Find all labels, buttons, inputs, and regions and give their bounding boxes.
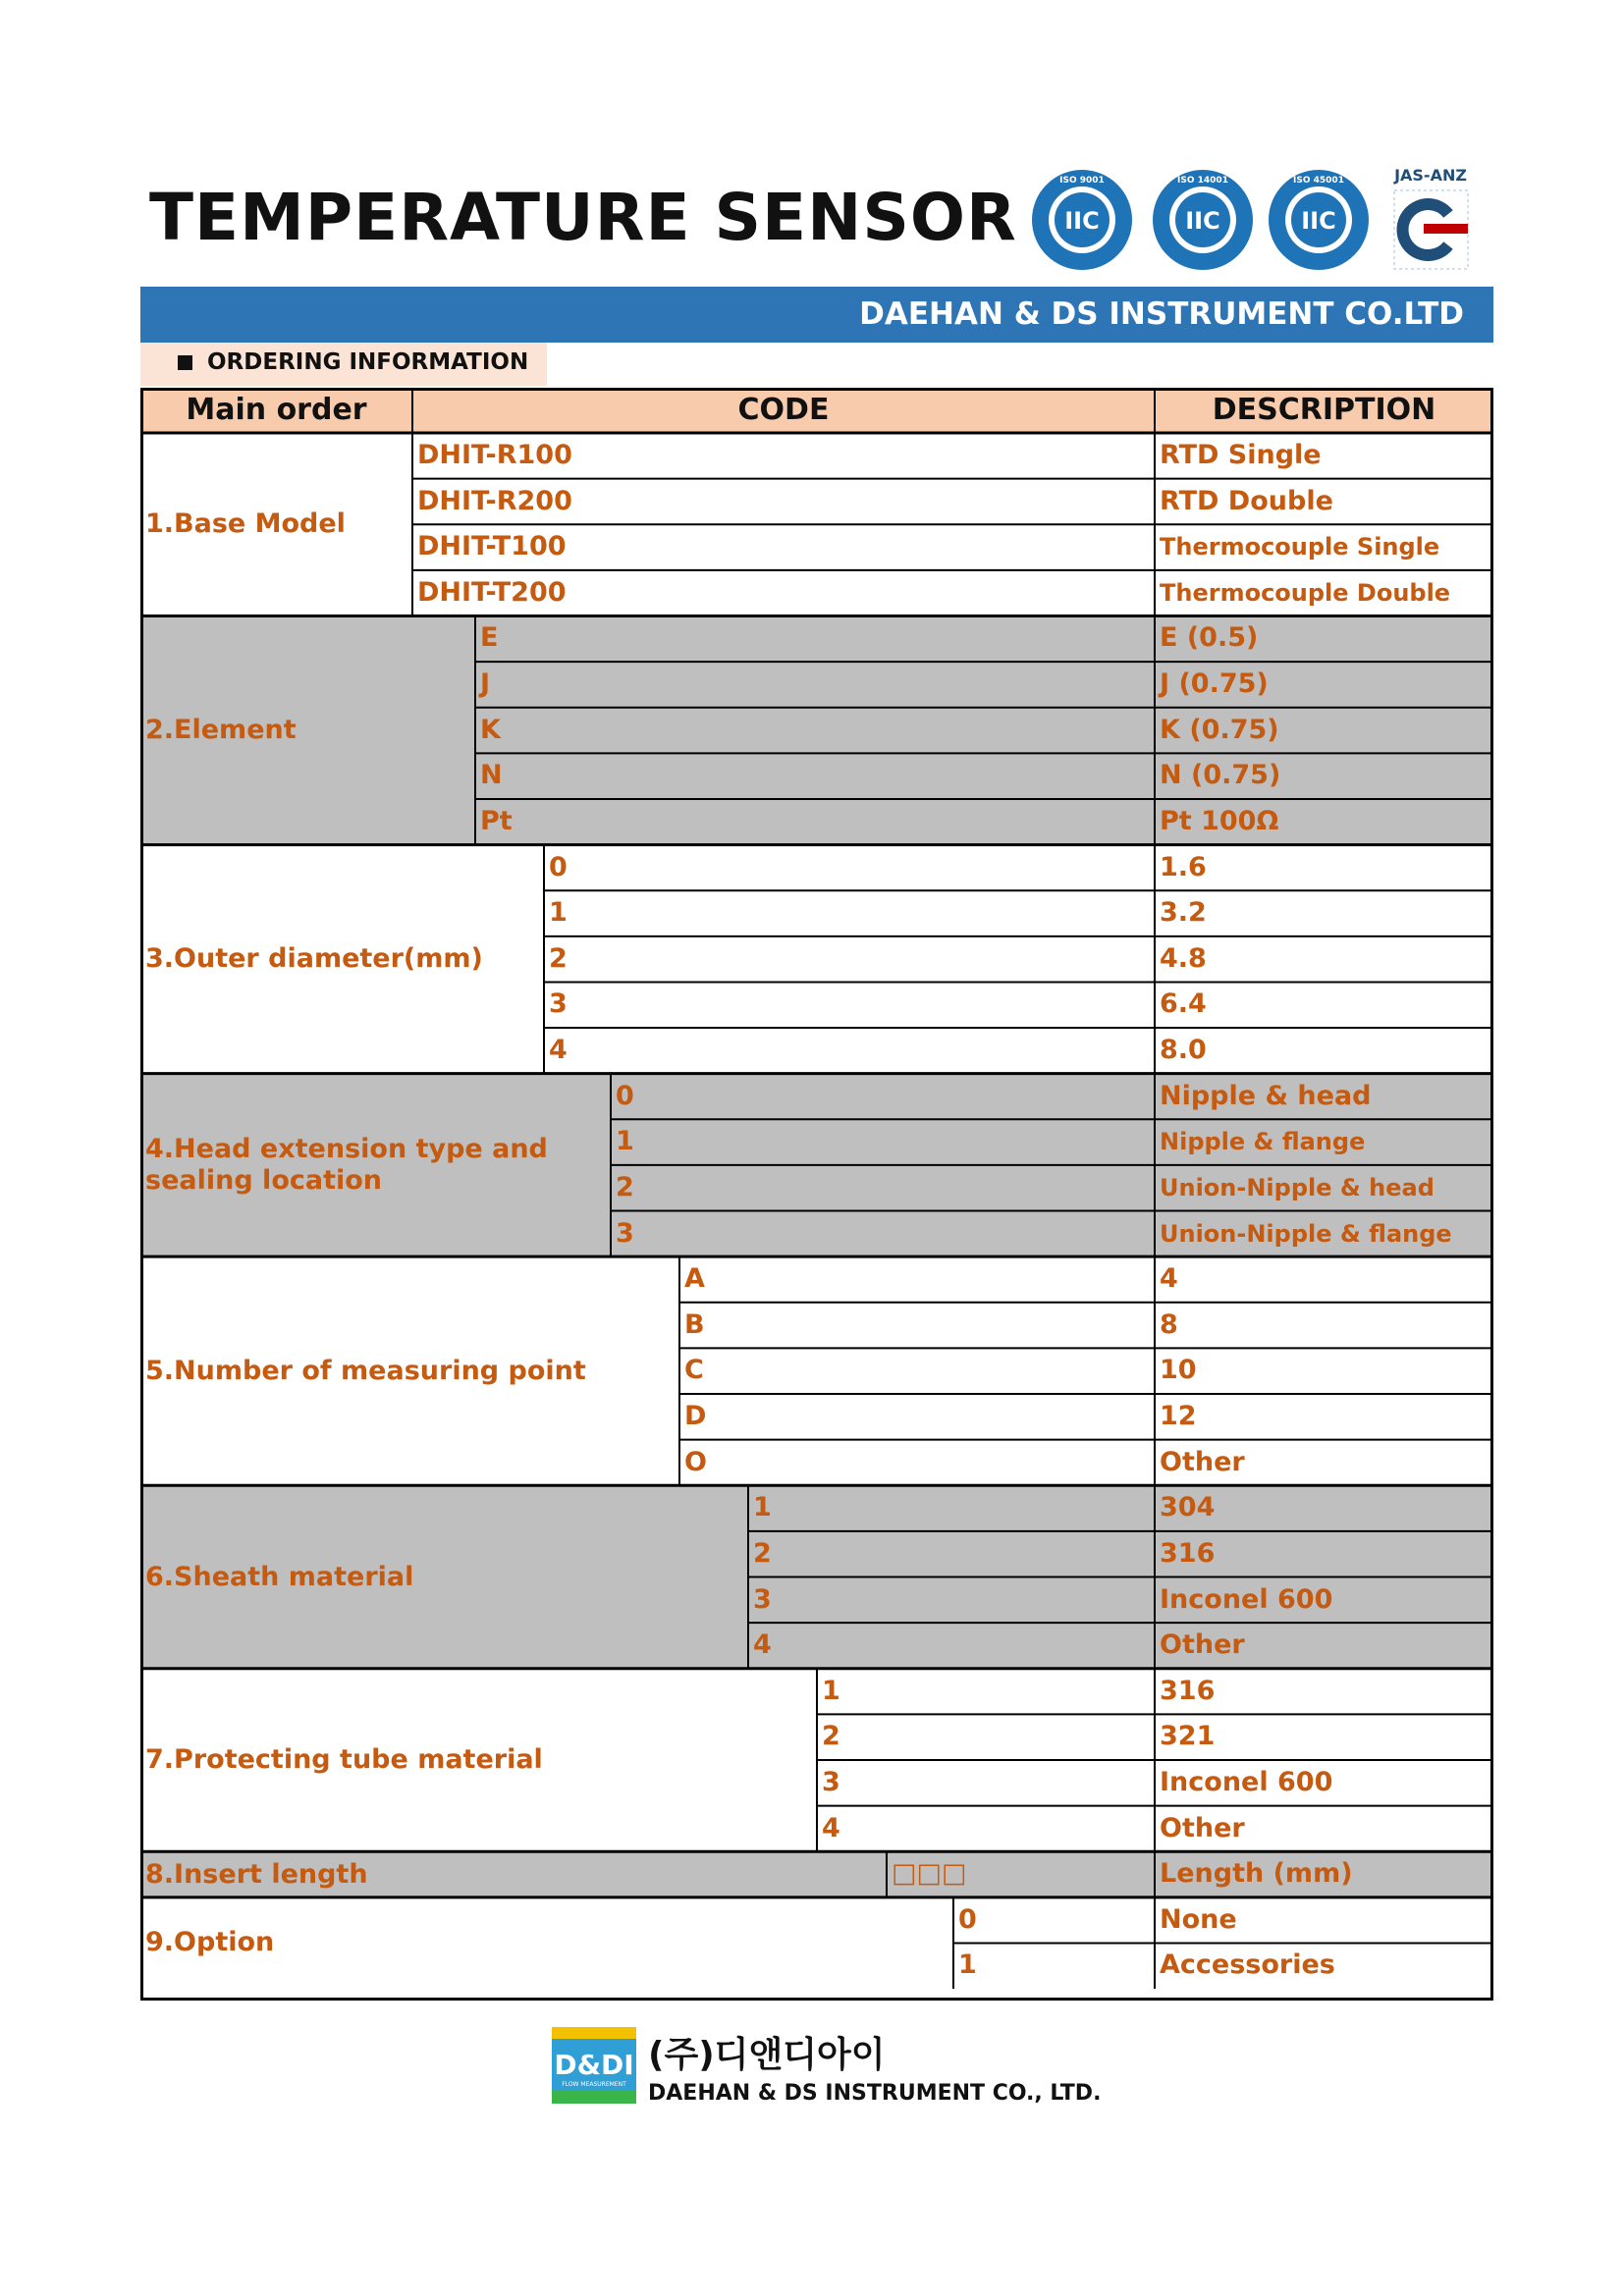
description-cell: None [1160, 1903, 1237, 1935]
code-cell: 3 [822, 1766, 840, 1797]
page-title: TEMPERATURE SENSOR [149, 180, 1017, 255]
svg-text:JAS-ANZ: JAS-ANZ [1394, 166, 1467, 185]
svg-text:IIC: IIC [1185, 207, 1220, 235]
header-main-order: Main order [186, 393, 367, 427]
code-cell: 2 [616, 1171, 634, 1202]
description-cell: RTD Double [1160, 485, 1333, 516]
code-cell: K [480, 714, 501, 745]
description-cell: K (0.75) [1160, 714, 1279, 745]
code-cell: 3 [753, 1583, 772, 1615]
ordering-info-tab [140, 343, 547, 386]
code-cell: DHIT-T100 [417, 531, 567, 562]
svg-text:ISO 45001: ISO 45001 [1293, 176, 1344, 186]
description-cell: Length (mm) [1160, 1858, 1353, 1890]
description-cell: Other [1160, 1629, 1245, 1661]
description-cell: 316 [1160, 1675, 1216, 1706]
code-cell: 2 [822, 1721, 840, 1752]
description-cell: 4.8 [1160, 942, 1207, 974]
code-cell: E [480, 622, 499, 654]
description-cell: Inconel 600 [1160, 1583, 1333, 1615]
company-banner [140, 287, 1493, 343]
description-cell: Inconel 600 [1160, 1766, 1333, 1797]
ordering-table [140, 388, 1493, 2001]
header-code: CODE [737, 393, 830, 427]
iso-45001-badge-icon [1269, 170, 1369, 270]
code-cell: B [684, 1308, 705, 1340]
description-cell: RTD Single [1160, 440, 1322, 470]
description-cell: 3.2 [1160, 897, 1207, 929]
description-cell: 321 [1160, 1721, 1216, 1752]
svg-text:IIC: IIC [1301, 207, 1336, 235]
iso-14001-badge-icon [1153, 170, 1253, 270]
company-banner-text: DAEHAN & DS INSTRUMENT CO.LTD [859, 296, 1464, 332]
code-cell: 2 [549, 942, 568, 974]
description-cell: Pt 100Ω [1160, 805, 1279, 836]
description-cell: J (0.75) [1160, 668, 1269, 700]
description-cell: Union-Nipple & head [1160, 1173, 1435, 1201]
code-cell: 3 [616, 1217, 634, 1249]
company-korean-name: (주)디앤디아이 [648, 2035, 886, 2075]
description-cell: 304 [1160, 1492, 1216, 1523]
section-name: 2.Element [145, 715, 297, 746]
ordering-info-label: ORDERING INFORMATION [207, 349, 529, 375]
code-cell: 1 [958, 1949, 977, 1981]
section-name: 3.Outer diameter(mm) [145, 943, 483, 975]
svg-text:ISO 9001: ISO 9001 [1059, 176, 1105, 186]
description-cell: N (0.75) [1160, 760, 1281, 791]
section-name: 6.Sheath material [145, 1561, 414, 1592]
section-name: 5.Number of measuring point [145, 1355, 586, 1386]
description-cell: Thermocouple Single [1160, 533, 1440, 561]
header-description: DESCRIPTION [1212, 393, 1436, 427]
code-cell: C [684, 1355, 704, 1386]
svg-text:ISO 14001: ISO 14001 [1177, 176, 1228, 186]
section-name: 1.Base Model [145, 508, 346, 540]
description-cell: 10 [1160, 1355, 1197, 1386]
description-cell: 1.6 [1160, 851, 1207, 882]
square-bullet-icon [178, 355, 192, 370]
code-cell: 1 [822, 1675, 840, 1706]
certification-logos [1026, 165, 1483, 275]
code-cell: Pt [480, 805, 513, 836]
description-cell: 8.0 [1160, 1035, 1207, 1066]
code-cell: 3 [549, 988, 568, 1020]
code-cell: 0 [958, 1903, 977, 1935]
section-name: 9.Option [145, 1927, 275, 1958]
code-cell: 0 [616, 1080, 634, 1111]
description-cell: Other [1160, 1446, 1245, 1477]
section-name: 8.Insert length [145, 1858, 368, 1890]
code-cell: 1 [616, 1126, 634, 1157]
description-cell: Union-Nipple & flange [1160, 1219, 1452, 1248]
code-cell: 0 [549, 851, 568, 882]
code-cell: 1 [549, 897, 568, 929]
description-cell: Nipple & flange [1160, 1128, 1366, 1156]
description-cell: Thermocouple Double [1160, 578, 1451, 607]
code-cell: J [480, 668, 491, 700]
code-cell: DHIT-R200 [417, 485, 572, 516]
svg-text:IIC: IIC [1064, 207, 1100, 235]
ddi-logo-icon [550, 2025, 638, 2109]
description-cell: Other [1160, 1812, 1245, 1843]
iso-9001-badge-icon [1032, 170, 1132, 270]
section-name: 4.Head extension type and sealing location [145, 1133, 548, 1196]
code-cell: □□□ [892, 1858, 967, 1890]
description-cell: 316 [1160, 1537, 1216, 1569]
code-cell: 1 [753, 1492, 772, 1523]
description-cell: 6.4 [1160, 988, 1207, 1020]
code-cell: 4 [753, 1629, 772, 1661]
code-cell: DHIT-T200 [417, 576, 567, 608]
code-cell: 2 [753, 1537, 772, 1569]
description-cell: E (0.5) [1160, 622, 1259, 654]
company-english-name: DAEHAN & DS INSTRUMENT CO., LTD. [648, 2081, 1102, 2106]
code-cell: O [684, 1446, 707, 1477]
svg-text:D&DI: D&DI [554, 2049, 634, 2081]
description-cell: Accessories [1160, 1949, 1335, 1981]
section-name: 7.Protecting tube material [145, 1743, 543, 1775]
code-cell: 4 [549, 1035, 568, 1066]
description-cell: 4 [1160, 1263, 1178, 1295]
description-cell: 8 [1160, 1308, 1178, 1340]
jas-anz-logo-icon [1393, 166, 1468, 269]
description-cell: Nipple & head [1160, 1080, 1372, 1111]
code-cell: DHIT-R100 [417, 440, 572, 470]
svg-text:FLOW MEASUREMENT: FLOW MEASUREMENT [562, 2081, 626, 2088]
description-cell: 12 [1160, 1401, 1197, 1432]
code-cell: N [480, 760, 503, 791]
code-cell: A [684, 1263, 705, 1295]
code-cell: 4 [822, 1812, 840, 1843]
code-cell: D [684, 1401, 707, 1432]
